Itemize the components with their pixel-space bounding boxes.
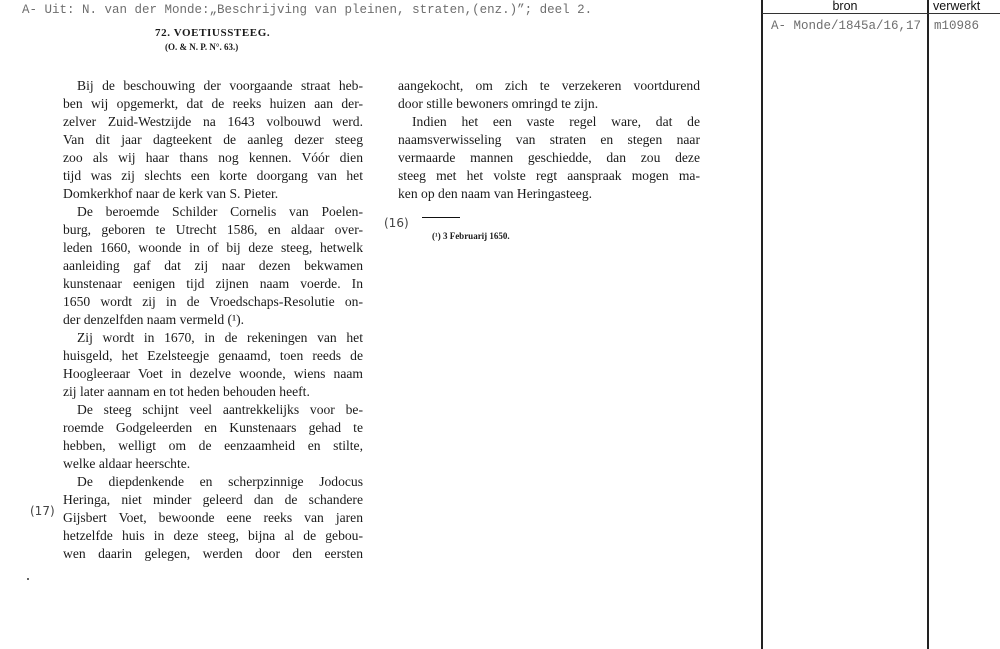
text-line: der denzelfden naam vermeld (¹). xyxy=(63,312,245,327)
text-line: aanleiding gaf dat zij naar dezen bekwamen xyxy=(63,258,363,273)
text-line: Bij de beschouwing der voorgaande straat heb- xyxy=(77,78,363,93)
text-line: door stille bewoners omringd te zijn. xyxy=(398,96,599,111)
text-line: Van dit jaar dagteekent de aanleg dezer steeg xyxy=(63,132,363,147)
text-line: vermaarde mannen geschiedde, dan zou deze xyxy=(398,150,700,165)
text-line: 1650 wordt zij in de Vroedschaps-Resolutie on- xyxy=(63,294,363,309)
column-header-bron: bron xyxy=(832,0,858,13)
source-citation-line: A- Uit: N. van der Monde:„Beschrijving van pleinen, straten,(enz.)”; deel 2. xyxy=(22,3,593,17)
margin-page-note-16: (16) xyxy=(384,216,409,230)
text-line: tijd was zij slechts een korte doorgang van het xyxy=(63,168,363,183)
article-title: 72. VOETIUSSTEEG. xyxy=(155,27,271,39)
text-line: hebben, welligt om de eenzaamheid en stilte, xyxy=(63,438,363,453)
text-line: welke aldaar heerschte. xyxy=(63,456,191,471)
text-line: zelver Zuid-Westzijde na 1643 volbouwd werd. xyxy=(63,114,363,129)
text-line: leden 1660, woonde in of bij deze steeg, hetwelk xyxy=(63,240,363,255)
text-line: burg, geboren te Utrecht 1586, en aldaar over- xyxy=(63,222,363,237)
text-line: naamsverwisseling van straten en stegen naar xyxy=(398,132,700,147)
table-header-rule xyxy=(762,13,1000,14)
cell-verwerkt: m10986 xyxy=(934,19,980,33)
text-line: Hoogleeraar Voet in dezelve woonde, wiens naam xyxy=(63,366,363,381)
text-line: Heringa, niet minder geleerd dan de schandere xyxy=(63,492,363,507)
stray-mark xyxy=(27,578,29,580)
text-column-right xyxy=(398,77,700,203)
text-line: De steeg schijnt veel aantrekkelijks voor be- xyxy=(77,402,363,417)
text-line: ben wij opgemerkt, dat de reeks huizen aan der- xyxy=(63,96,363,111)
text-line: Zij wordt in 1670, in de rekeningen van het xyxy=(77,330,363,345)
footnote: (¹) 3 Februarij 1650. xyxy=(432,231,510,241)
text-line: De diepdenkende en scherpzinnige Jodocus xyxy=(77,474,363,489)
text-line: ken op den naam van Heringasteeg. xyxy=(398,186,593,201)
text-line: Domkerkhof naar de kerk van S. Pieter. xyxy=(63,186,279,201)
text-line: kunstenaar eenigen tijd zijnen naam voerde. In xyxy=(63,276,363,291)
table-border-middle xyxy=(927,0,929,649)
column-header-verwerkt: verwerkt xyxy=(933,0,981,13)
text-line: De beroemde Schilder Cornelis van Poelen- xyxy=(77,204,363,219)
table-border-left xyxy=(761,0,763,649)
footnote-rule xyxy=(422,217,460,218)
text-line: wen daarin gelegen, werden door den eersten xyxy=(63,546,363,561)
text-line: roemde Godgeleerden en Kunstenaars gehad te xyxy=(63,420,363,435)
article-subtitle: (O. & N. P. N°. 63.) xyxy=(165,42,239,52)
margin-page-note-17: (17) xyxy=(30,504,55,518)
text-line: steeg met het volste regt aanspraak mogen ma- xyxy=(398,168,700,183)
text-line: aangekocht, om zich te verzekeren voortdurend xyxy=(398,78,700,93)
text-line: Indien het een vaste regel ware, dat de xyxy=(412,114,700,129)
text-line: zij later aannam en tot heden behouden heeft. xyxy=(63,384,310,399)
text-line: zoo als wij haar thans nog kennen. Vóór dien xyxy=(63,150,363,165)
text-line: hetzelfde huis in deze steeg, bijna al de gebou- xyxy=(63,528,363,543)
text-line: Gijsbert Voet, bewoonde eene reeks van jaren xyxy=(63,510,363,525)
text-line: huisgeld, het Ezelsteegje genaamd, toen reeds de xyxy=(63,348,363,363)
cell-bron: A- Monde/1845a/16,17 xyxy=(771,19,922,33)
text-column-left xyxy=(63,77,363,563)
